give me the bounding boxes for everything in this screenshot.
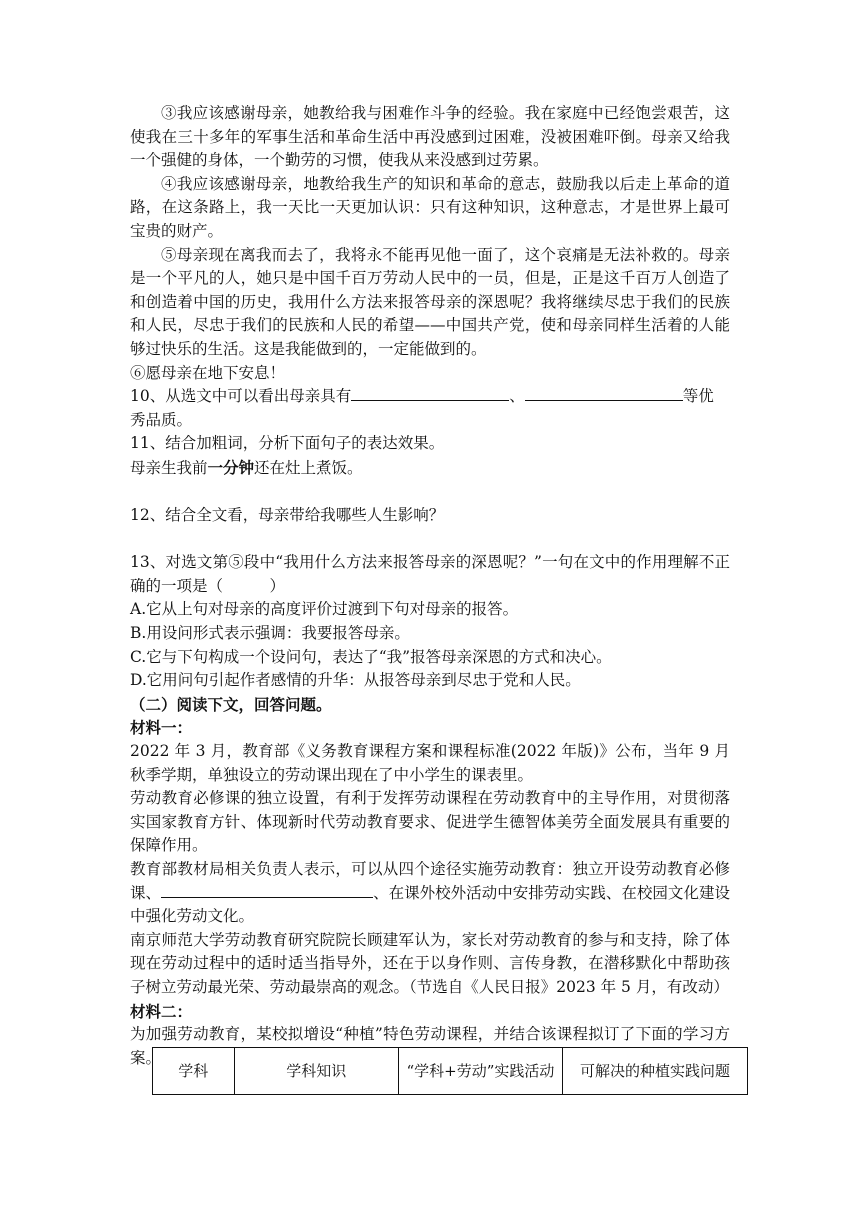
material-2-title: 材料二： — [130, 1001, 193, 1021]
table-header-cell: 学科知识 — [234, 1048, 398, 1095]
document-page — [130, 102, 730, 1070]
material-2-p1: 为加强劳动教育，某校拟增设“种植”特色劳动课程，并结合该课程拟订了下面的学习方案。 — [130, 1025, 730, 1067]
answer-blank-1[interactable] — [351, 385, 509, 401]
paragraph-3: ③我应该感谢母亲，她教给我与困难作斗争的经验。我在家庭中已经饱尝艰苦，这使我在三十多年的军事生活和革命生活中再没感到过困难，没被困难吓倒。母亲又给我一个强健的身体，一个勤劳的习惯，使我从来没感到过劳累。 — [130, 104, 730, 170]
question-10-suffix: 等优 — [682, 387, 714, 406]
question-13-stem: 13、对选文第⑤段中“我用什么方法来报答母亲的深恩呢？”一句在文中的作用理解不正确的一项是（ ） — [130, 553, 730, 595]
option-b: B.用设问形式表示强调：我要报答母亲。 — [130, 624, 410, 643]
option-c: C.它与下句构成一个设问句，表达了“我”报答母亲深恩的方式和决心。 — [130, 647, 612, 666]
table-header-row — [153, 1048, 748, 1095]
paragraph-5: ⑤母亲现在离我而去了，我将永不能再见他一面了，这个哀痛是无法补救的。母亲是一个平凡的人，她只是中国千百万劳动人民中的一员，但是，正是这千百万人创造了和创造着中国的历史，我用什么方法来报答母亲的深恩呢？我将继续尽忠于我们的民族和人民，尽忠于我们的民族和人民的希望——中国共产党，使和母亲同样生活着的人能够过快乐的生活。这是我能做到的，一定能做到的。 — [130, 245, 730, 358]
table-header-cell: 学科 — [153, 1048, 235, 1095]
paragraph-4: ④我应该感谢母亲，地教给我生产的知识和革命的意志，鼓励我以后走上革命的道路，在这条路上，我一天比一天更加认识：只有这种知识，这种意志，才是世界上最可宝贵的财产。 — [130, 174, 730, 240]
material-1-p3 — [130, 858, 730, 929]
question-11-sentence — [130, 456, 730, 481]
paragraph-6: ⑥愿母亲在地下安息！ — [130, 363, 286, 382]
question-11: 11、结合加粗词，分析下面句子的表达效果。 — [130, 434, 445, 453]
question-10-sep: 、 — [509, 387, 525, 406]
question-10 — [130, 385, 730, 409]
option-d: D.它用问句引起作者感情的升华：从报答母亲到尽忠于党和人民。 — [130, 671, 581, 690]
question-10-cont: 秀品质。 — [130, 410, 193, 429]
option-a: A.它从上句对母亲的高度评价过渡到下句对母亲的报答。 — [130, 600, 519, 619]
answer-blank-3[interactable] — [161, 882, 373, 898]
section-2-heading: （二）阅读下文，回答问题。 — [130, 694, 332, 714]
material-1-title: 材料一： — [130, 718, 193, 738]
material-1-p4: 南京师范大学劳动教育研究院院长顾建军认为，家长对劳动教育的参与和支持，除了体现在劳动过程中的适时适当指导外，还在于以身作则、言传身教，在潜移默化中帮助孩子树立劳动最光荣、劳动最崇高的观念。（节选自《人民日报》2023 年 5 月，有改动） — [130, 930, 730, 996]
bold-word: 一分钟 — [207, 457, 255, 477]
table-header-cell: 可解决的种植实践问题 — [563, 1048, 748, 1095]
material-1-p2: 劳动教育必修课的独立设置，有利于发挥劳动课程在劳动教育中的主导作用，对贯彻落实国家教育方针、体现新时代劳动教育要求、促进学生德智体美劳全面发展具有重要的保障作用。 — [130, 789, 730, 855]
question-10-prefix: 10、从选文中可以看出母亲具有 — [130, 387, 352, 406]
table-header-cell: “学科+劳动”实践活动 — [398, 1048, 562, 1095]
material-1-p3a: 教育部教材局相关负责人表示，可以从四个途径实施劳动教育：独立开设劳动教育必修课、 — [130, 860, 730, 902]
material-1-p3b: 、在课外校外活动中安排劳动实践、在校园文化建设中强化劳动文化。 — [130, 883, 730, 926]
answer-blank-2[interactable] — [525, 385, 683, 401]
question-12: 12、结合全文看，母亲带给我哪些人生影响？ — [130, 506, 445, 525]
material-1-p1: 2022 年 3 月，教育部《义务教育课程方案和课程标准(2022 年版)》公布，当年 9 月秋季学期，单独设立的劳动课出现在了中小学生的课表里。 — [130, 742, 730, 784]
study-plan-table — [152, 1047, 748, 1095]
sentence-part-a: 母亲生我前 — [130, 458, 208, 477]
sentence-part-b: 还在灶上煮饭。 — [254, 458, 363, 477]
